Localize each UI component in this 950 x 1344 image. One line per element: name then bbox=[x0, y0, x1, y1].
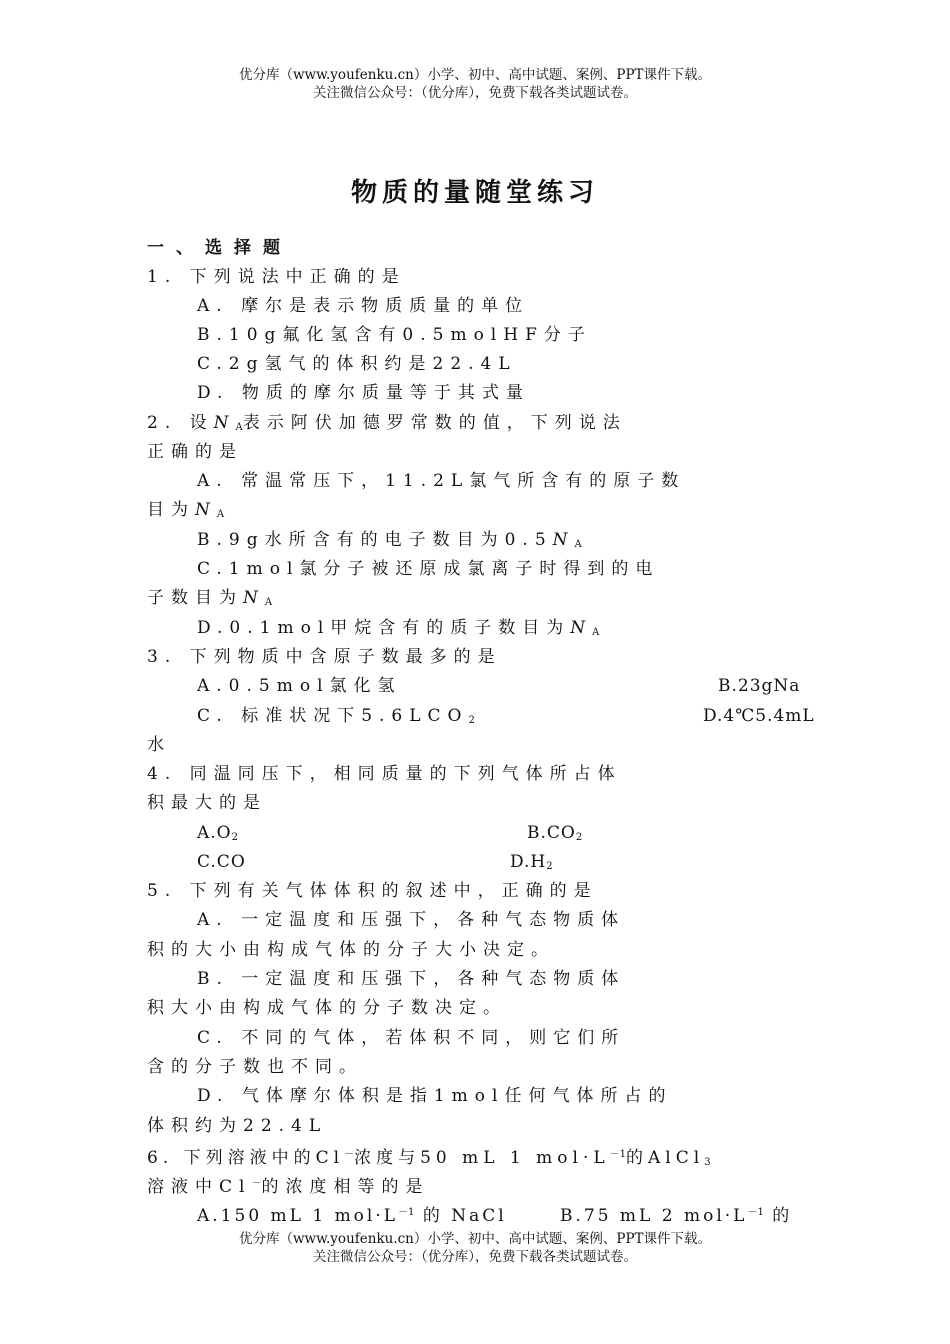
q1-option-d: D. 物质的摩尔质量等于其式量 bbox=[197, 383, 530, 403]
q5-option-b-line1: B. 一定温度和压强下，各种气态物质体 bbox=[197, 969, 626, 989]
q2-option-a-line1: A. 常温常压下，11.2L氯气所含有的原子数 bbox=[197, 471, 686, 491]
q1-option-c: C.2g氢气的体积约是22.4L bbox=[197, 354, 517, 374]
header-line-1: 优分库（www.youfenku.cn）小学、初中、高中试题、案例、PPT课件下载。 bbox=[238, 67, 712, 83]
q6-stem-line1: 6. 下列溶液中的Cl－浓度与50 mL 1 $mol\cdot L^{-1}$的AlCl$_3$ bbox=[147, 1148, 711, 1168]
q5-option-a-line2: 积的大小由构成气体的分子大小决定。 bbox=[147, 940, 555, 960]
q1-stem: 1. 下列说法中正确的是 bbox=[147, 267, 406, 287]
q3-stem: 3. 下列物质中含原子数最多的是 bbox=[147, 647, 502, 667]
q5-option-a-line1: A. 一定温度和压强下，各种气态物质体 bbox=[197, 910, 626, 930]
q5-stem: 5. 下列有关气体体积的叙述中，正确的是 bbox=[147, 881, 598, 901]
q4-stem-line1: 4. 同温同压下，相同质量的下列气体所占体 bbox=[147, 764, 622, 784]
q2-stem-line2: 正确的是 bbox=[147, 442, 243, 462]
q5-option-c-line2: 含的分子数也不同。 bbox=[147, 1057, 363, 1077]
footer-line-1: 优分库（www.youfenku.cn）小学、初中、高中试题、案例、PPT课件下载。 bbox=[238, 1231, 712, 1247]
q3-option-d: D.4℃5.4mL bbox=[703, 706, 815, 726]
page-header bbox=[0, 66, 950, 102]
q5-option-d-line1: D. 气体摩尔体积是指1mol任何气体所占的 bbox=[197, 1086, 673, 1106]
q5-option-d-line2: 体积约为22.4L bbox=[147, 1116, 328, 1136]
q6-stem-line2: 溶液中Cl－的浓度相等的是 bbox=[147, 1177, 430, 1197]
q5-option-c-line1: C. 不同的气体，若体积不同，则它们所 bbox=[197, 1028, 626, 1048]
q6-option-b: B.75 mL 2 $mol\cdot L^{-1}$ 的 bbox=[560, 1206, 793, 1226]
q4-option-d: $D.H_2$ bbox=[510, 852, 553, 872]
q3-option-d-cont: 水 bbox=[147, 735, 171, 755]
section-heading: 一、选择题 bbox=[147, 238, 292, 258]
q2-option-d: D.0.1mol甲烷含有的质子数目为$N_A$ bbox=[197, 618, 600, 638]
q6-option-a: A.150 mL 1 $mol\cdot L^{-1}$ 的 NaCl bbox=[197, 1206, 507, 1226]
q4-option-c: C.CO bbox=[197, 852, 246, 872]
q3-option-b: B.23gNa bbox=[718, 676, 801, 696]
q1-option-a: A. 摩尔是表示物质质量的单位 bbox=[197, 296, 530, 316]
q2-option-b: B.9g水所含有的电子数目为$0.5N_A$ bbox=[197, 530, 582, 550]
q2-stem-line1: 2. 设$N_A$表示阿伏加德罗常数的值，下列说法 bbox=[147, 413, 627, 433]
header-line-2: 关注微信公众号：（优分库），免费下载各类试题试卷。 bbox=[313, 85, 637, 101]
q3-option-a: A.0.5mol氯化氢 bbox=[197, 676, 402, 696]
q5-option-b-line2: 积大小由构成气体的分子数决定。 bbox=[147, 998, 507, 1018]
q1-option-b: B.10g氟化氢含有0.5molHF分子 bbox=[197, 325, 592, 345]
document-title: 物质的量随堂练习 bbox=[350, 178, 599, 208]
q2-option-c-line1: C.1mol氯分子被还原成氯离子时得到的电 bbox=[197, 559, 660, 579]
q4-stem-line2: 积最大的是 bbox=[147, 793, 267, 813]
q4-option-a: $A.O_2$ bbox=[197, 823, 238, 843]
footer-line-2: 关注微信公众号：（优分库），免费下载各类试题试卷。 bbox=[313, 1249, 637, 1265]
q2-option-c-line2: 子数目为$N_A$ bbox=[147, 588, 273, 608]
q3-option-c: C. 标准状况下$5.6LCO_2$ bbox=[197, 706, 475, 726]
q2-option-a-line2: 目为$N_A$ bbox=[147, 500, 225, 520]
page-footer bbox=[0, 1230, 950, 1266]
q4-option-b: $B.CO_2$ bbox=[527, 823, 583, 843]
